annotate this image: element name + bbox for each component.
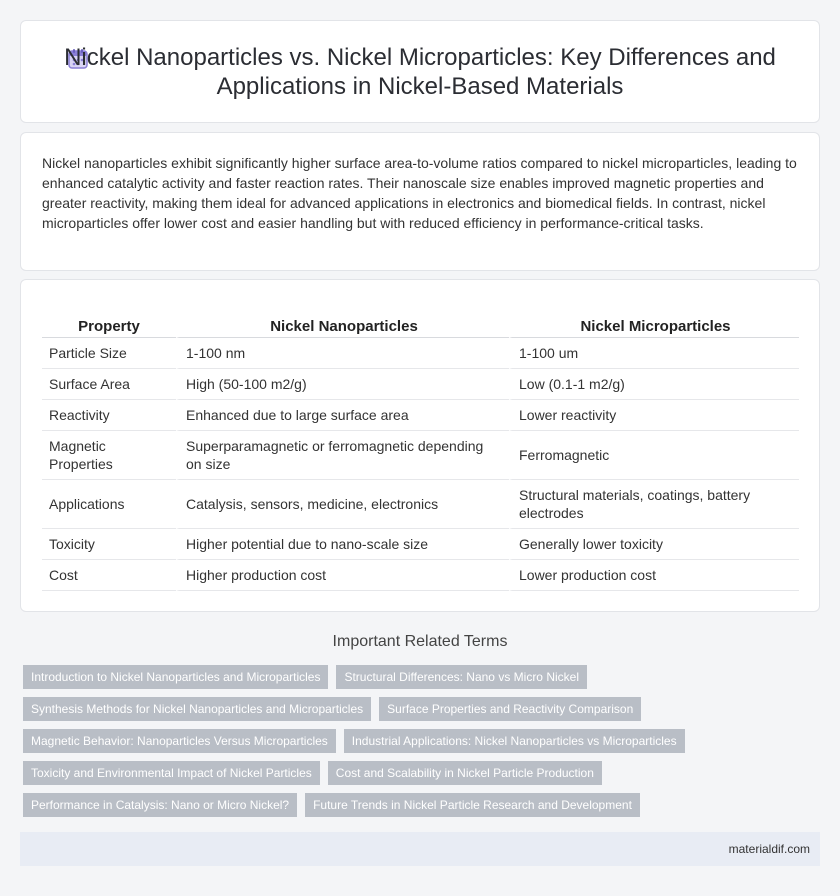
cell-property: Magnetic Properties <box>42 431 176 480</box>
cell-nano: Higher potential due to nano-scale size <box>176 529 509 560</box>
header-property: Property <box>42 316 176 338</box>
related-term-tag[interactable]: Toxicity and Environmental Impact of Nickel Particles <box>23 761 320 785</box>
comparison-table <box>42 316 799 591</box>
cell-nano: Higher production cost <box>176 560 509 591</box>
header-microparticles: Nickel Microparticles <box>509 316 799 338</box>
related-term-tag[interactable]: Performance in Catalysis: Nano or Micro Nickel? <box>23 793 297 817</box>
intro-paragraph: Nickel nanoparticles exhibit significantly higher surface area-to-volume ratios compared to nickel microparticles, leading to enhanced catalytic activity and faster reaction rates. Their nanoscale size enables improved magnetic properties and greater reactivity, making them ideal for advanced applications in electronics and biomedical fields. In contrast, nickel microparticles offer lower cost and easier handling but with reduced efficiency in performance-critical tasks. <box>42 155 797 231</box>
related-term-tag[interactable]: Cost and Scalability in Nickel Particle Production <box>328 761 602 785</box>
page-title: Nickel Nanoparticles vs. Nickel Microparticles: Key Differences and Applications in Nickel-Based Materials <box>64 44 776 100</box>
related-term-tag[interactable]: Structural Differences: Nano vs Micro Nickel <box>336 665 587 689</box>
title-card <box>20 20 820 123</box>
footer <box>20 832 820 866</box>
table-row <box>42 400 799 431</box>
table-row <box>42 338 799 369</box>
related-term-tag[interactable]: Magnetic Behavior: Nanoparticles Versus Microparticles <box>23 729 336 753</box>
table-header-row <box>42 316 799 338</box>
related-term-tag[interactable]: Industrial Applications: Nickel Nanoparticles vs Microparticles <box>344 729 685 753</box>
related-term-tag[interactable]: Surface Properties and Reactivity Comparison <box>379 697 641 721</box>
comparison-card <box>20 279 820 612</box>
cell-micro: Structural materials, coatings, battery electrodes <box>509 480 799 529</box>
cell-property: Reactivity <box>42 400 176 431</box>
cell-property: Surface Area <box>42 369 176 400</box>
cell-micro: Low (0.1-1 m2/g) <box>509 369 799 400</box>
cell-micro: Generally lower toxicity <box>509 529 799 560</box>
tag-row <box>23 697 823 721</box>
intro-card <box>20 132 820 271</box>
header-nanoparticles: Nickel Nanoparticles <box>176 316 509 338</box>
related-terms-list <box>23 665 823 825</box>
cell-micro: 1-100 um <box>509 338 799 369</box>
footer-site-name[interactable]: materialdif.com <box>728 842 810 856</box>
cell-property: Toxicity <box>42 529 176 560</box>
table-row <box>42 480 799 529</box>
cell-micro: Ferromagnetic <box>509 431 799 480</box>
table-row <box>42 431 799 480</box>
table-row <box>42 560 799 591</box>
cell-micro: Lower reactivity <box>509 400 799 431</box>
cell-nano: Enhanced due to large surface area <box>176 400 509 431</box>
cell-nano: Catalysis, sensors, medicine, electronics <box>176 480 509 529</box>
related-terms-title: Important Related Terms <box>332 633 508 650</box>
related-term-tag[interactable]: Introduction to Nickel Nanoparticles and Microparticles <box>23 665 328 689</box>
table-row <box>42 529 799 560</box>
table-row <box>42 369 799 400</box>
cell-micro: Lower production cost <box>509 560 799 591</box>
cell-nano: Superparamagnetic or ferromagnetic depending on size <box>176 431 509 480</box>
cell-property: Cost <box>42 560 176 591</box>
tag-row <box>23 793 823 817</box>
tag-row <box>23 665 823 689</box>
cell-nano: High (50-100 m2/g) <box>176 369 509 400</box>
tag-row <box>23 729 823 753</box>
cell-nano: 1-100 nm <box>176 338 509 369</box>
cell-property: Particle Size <box>42 338 176 369</box>
related-term-tag[interactable]: Future Trends in Nickel Particle Research and Development <box>305 793 640 817</box>
cell-property: Applications <box>42 480 176 529</box>
related-term-tag[interactable]: Synthesis Methods for Nickel Nanoparticles and Microparticles <box>23 697 371 721</box>
tag-row <box>23 761 823 785</box>
